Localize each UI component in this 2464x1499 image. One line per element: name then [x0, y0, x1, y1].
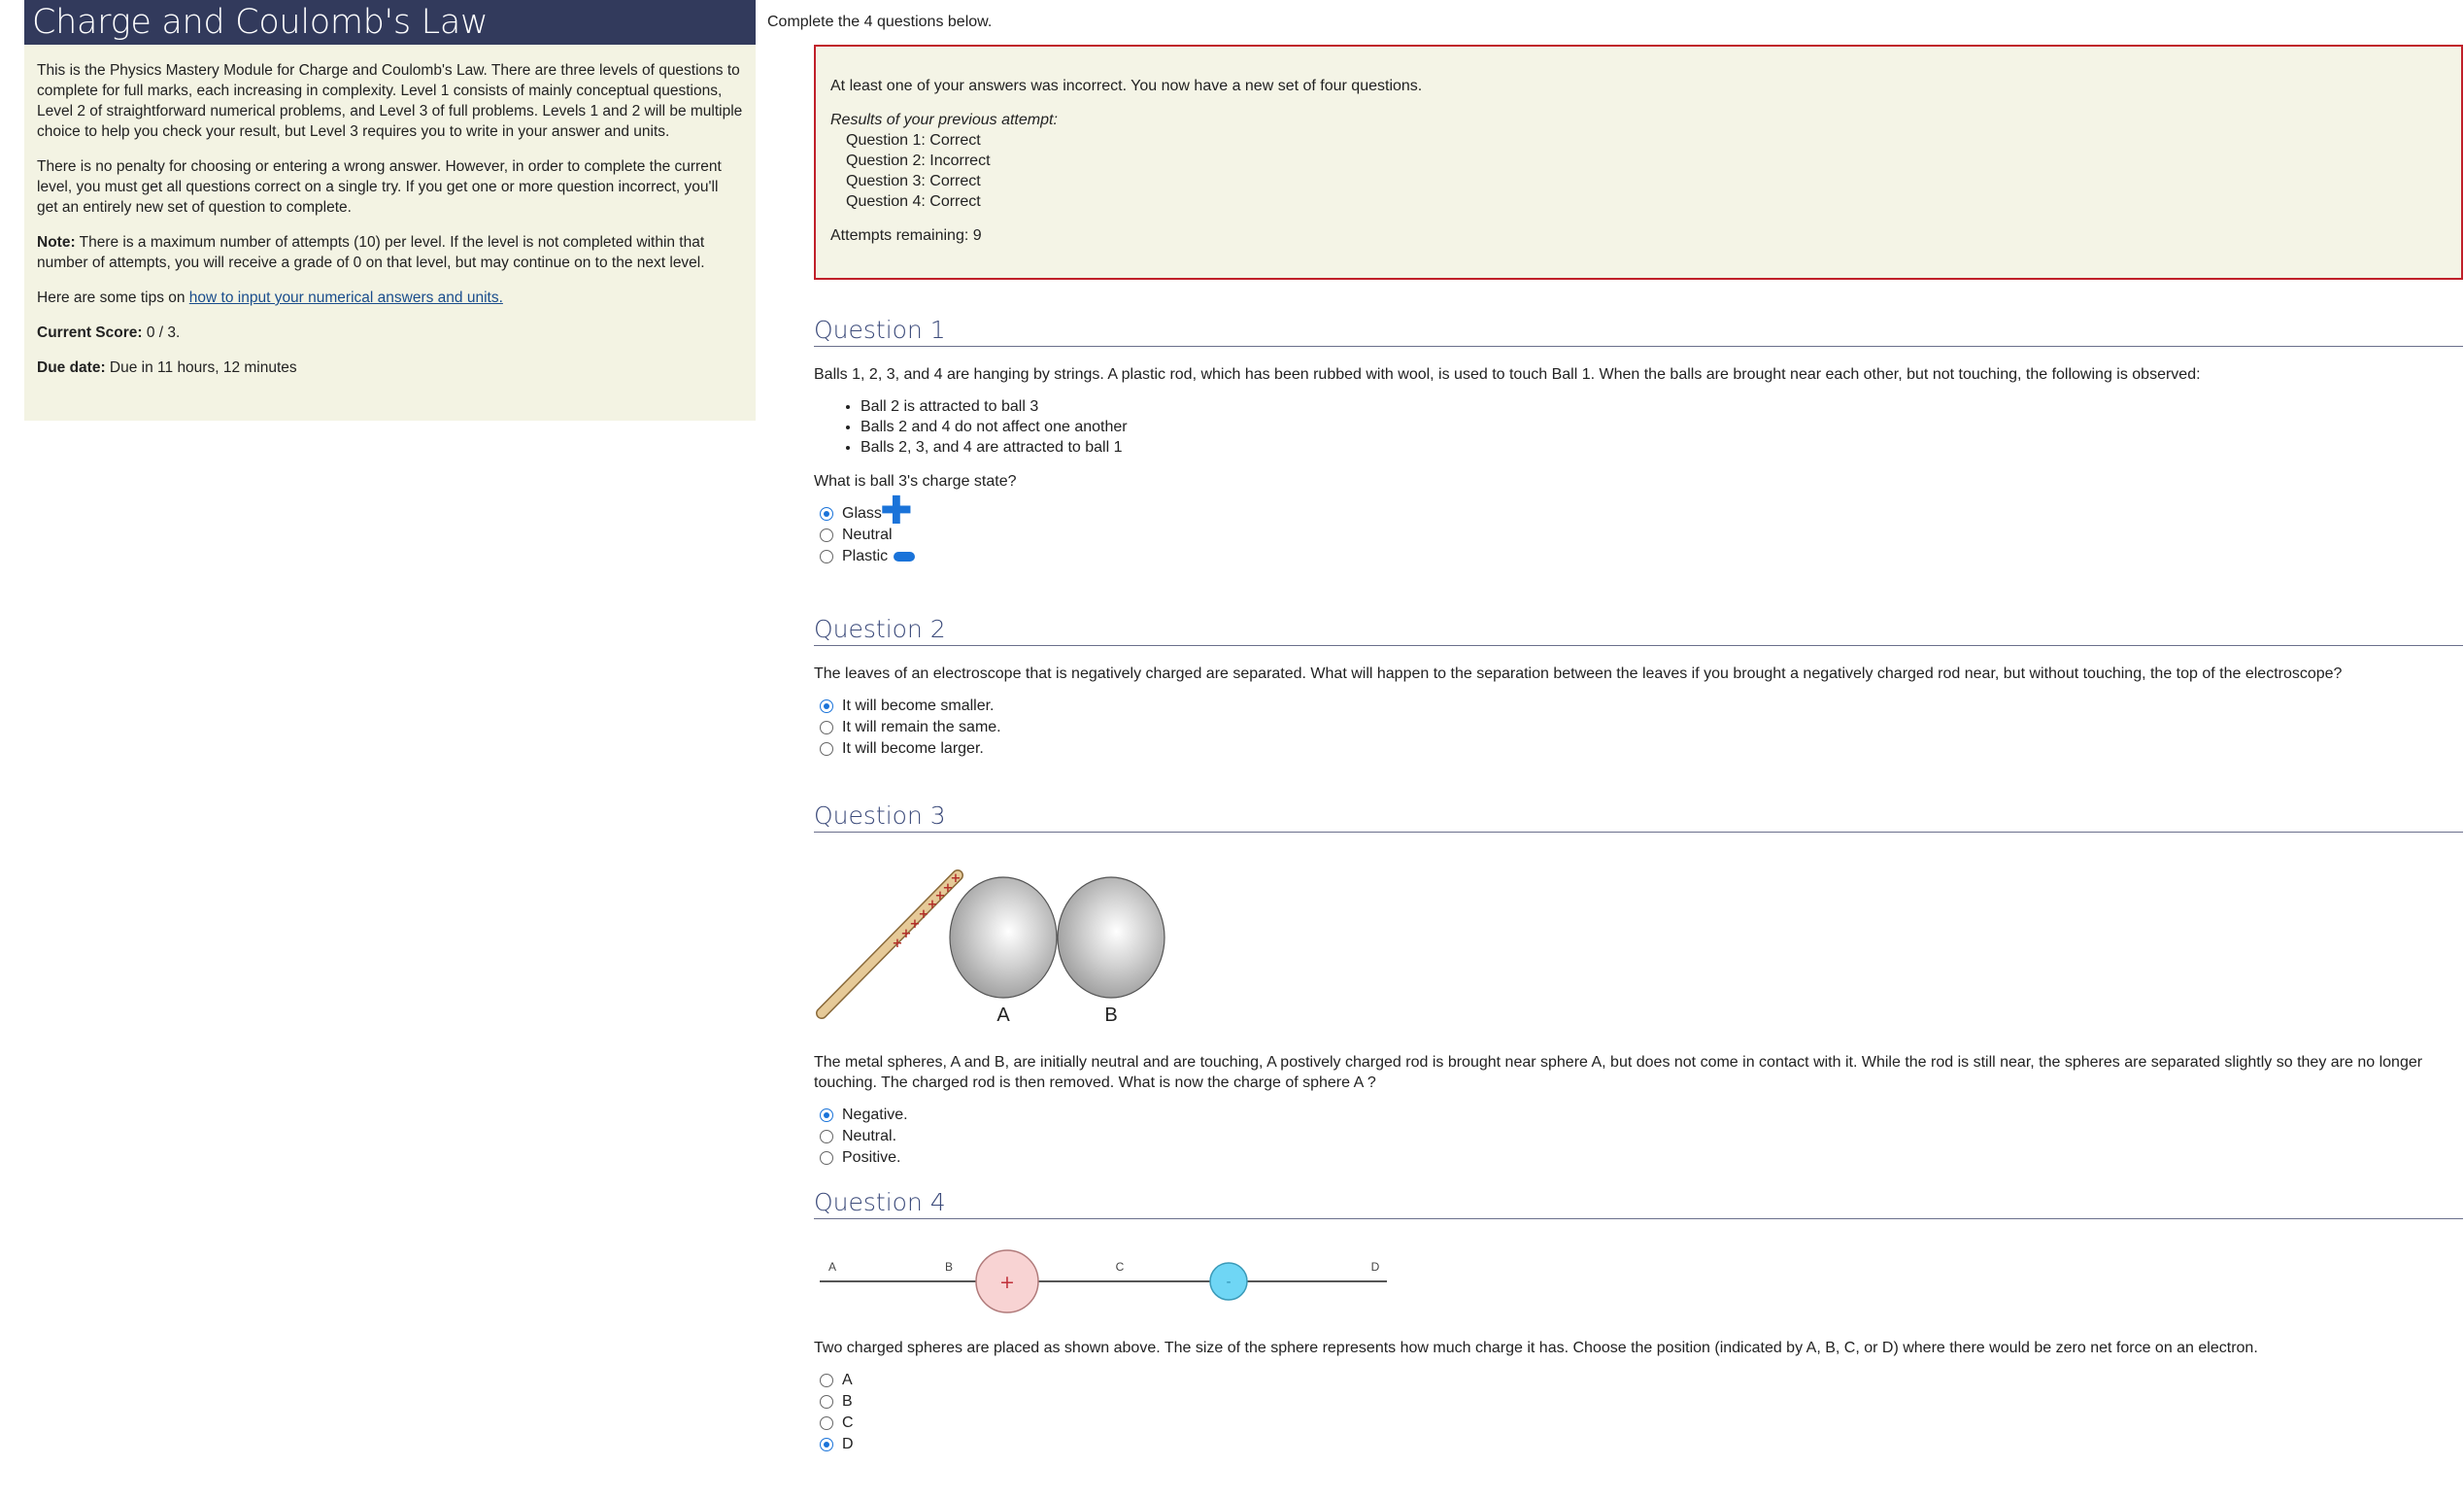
- radio-button[interactable]: [820, 1108, 833, 1122]
- rod-plus-sign: +: [909, 917, 921, 932]
- rod-plus-sign: +: [892, 937, 903, 951]
- point-label-d: D: [1370, 1260, 1380, 1274]
- question-1-text: Balls 1, 2, 3, and 4 are hanging by strings. A plastic rod, which has been rubbed with wool, is used to touch Ball 1. When the balls are brought near each other, but not touching, the following is observed:: [814, 366, 2201, 383]
- results-list: [830, 130, 2447, 212]
- question-1: [814, 316, 2463, 567]
- point-label-b: B: [944, 1260, 954, 1274]
- question-2-text: The leaves of an electroscope that is negatively charged are separated. What will happen to the separation between the leaves if you brought a negatively charged rod near, but without touching, the top of the electroscope?: [814, 665, 2343, 682]
- question-2-options: [814, 696, 2463, 760]
- rod-and-spheres-diagram: [814, 838, 1202, 1038]
- option-label: Negative.: [842, 1107, 908, 1123]
- sphere-b-label: B: [1104, 1005, 1118, 1026]
- q1-option-glass[interactable]: [814, 489, 2463, 533]
- charge-line-diagram: [814, 1237, 1397, 1314]
- question-2-heading: Question 2: [814, 615, 2463, 646]
- q4-option-a[interactable]: [814, 1370, 2463, 1391]
- plus-charge-icon: ✚: [880, 489, 913, 533]
- due-label: Due date:: [37, 359, 106, 376]
- radio-button[interactable]: [820, 1130, 833, 1143]
- sidebar: [24, 0, 756, 421]
- sphere-b: [1058, 877, 1164, 998]
- current-score: [37, 323, 743, 343]
- minus-charge-icon: [894, 552, 915, 562]
- question-3-heading: Question 3: [814, 801, 2463, 833]
- radio-button[interactable]: [820, 528, 833, 542]
- option-label: It will remain the same.: [842, 719, 1001, 735]
- info-tips: [37, 288, 743, 308]
- radio-button[interactable]: [820, 742, 833, 756]
- question-4-heading: Question 4: [814, 1188, 2463, 1219]
- result-item: Question 4: Correct: [846, 193, 981, 210]
- module-info-box: [24, 45, 756, 421]
- positive-sign: +: [999, 1272, 1015, 1293]
- radio-button[interactable]: [820, 1374, 833, 1387]
- observation-item: • Balls 2 and 4 do not affect one another: [861, 417, 2463, 437]
- due-date: [37, 358, 743, 378]
- q2-option-smaller[interactable]: [814, 696, 2463, 717]
- q1-option-plastic[interactable]: [814, 546, 2463, 567]
- radio-button[interactable]: [820, 1151, 833, 1165]
- question-1-heading: Question 1: [814, 316, 2463, 347]
- result-item: Question 2: Incorrect: [846, 153, 991, 169]
- observation-list: [814, 396, 2463, 458]
- rod-plus-sign: +: [918, 907, 929, 922]
- attempt-alert: [814, 45, 2463, 280]
- score-value: 0 / 3.: [142, 324, 181, 341]
- q3-option-positive[interactable]: [814, 1147, 2463, 1169]
- question-3-text: The metal spheres, A and B, are initially neutral and are touching, A postively charged rod is brought near sphere A, but does not come in contact with it. While the rod is still near, the spheres are separated slightly so they are no longer touching. The charged rod is then removed. What is now the charge of sphere A ?: [814, 1054, 2423, 1091]
- question-2: [814, 615, 2463, 760]
- observation-item: • Balls 2, 3, and 4 are attracted to ball 1: [861, 437, 2463, 458]
- option-label: Plastic: [842, 548, 889, 564]
- q3-option-neutral[interactable]: [814, 1126, 2463, 1147]
- info-paragraph-penalty: There is no penalty for choosing or entering a wrong answer. However, in order to complete the current level, you must get all questions correct on a single try. If you get one or more question incorrect, you'll get an entirely new set of question to complete.: [37, 158, 722, 216]
- tips-link[interactable]: how to input your numerical answers and units.: [188, 290, 503, 306]
- note-label: Note:: [37, 234, 76, 251]
- intro-text: Complete the 4 questions below.: [767, 14, 993, 30]
- radio-button[interactable]: [820, 1395, 833, 1409]
- option-label: It will become larger.: [842, 740, 984, 757]
- rod-plus-sign: +: [927, 898, 938, 912]
- question-4: [814, 1188, 2463, 1455]
- point-label-c: C: [1115, 1260, 1125, 1274]
- option-label: B: [842, 1393, 853, 1410]
- attempts-remaining: Attempts remaining: 9: [830, 227, 982, 244]
- rod-plus-sign: +: [934, 889, 946, 903]
- rod-plus-sign: +: [942, 881, 954, 896]
- result-item: Question 3: Correct: [846, 173, 981, 189]
- results-title: [830, 110, 2447, 130]
- option-label: Glass: [842, 505, 882, 522]
- question-1-prompt: What is ball 3's charge state?: [814, 473, 1017, 490]
- charged-rod: [822, 871, 961, 1013]
- radio-button[interactable]: [820, 1416, 833, 1430]
- option-label: A: [842, 1372, 853, 1388]
- negative-sign: -: [1226, 1275, 1232, 1290]
- radio-button[interactable]: [820, 507, 833, 521]
- tips-prefix: Here are some tips on: [37, 290, 189, 306]
- radio-button[interactable]: [820, 721, 833, 734]
- observation-item: • Ball 2 is attracted to ball 3: [861, 396, 2463, 417]
- q2-option-same[interactable]: [814, 717, 2463, 738]
- info-paragraph-levels: This is the Physics Mastery Module for Charge and Coulomb's Law. There are three levels of questions to complete for full marks, each increasing in complexity. Level 1 consists of mainly conceptual questions, Level 2 of straightforward numerical problems, and Level 3 of full problems. Levels 1 and 2 will be multiple choice to help you check your result, but Level 3 requires you to write in your answer and units.: [37, 62, 743, 140]
- sphere-a: [950, 877, 1057, 998]
- q4-option-b[interactable]: [814, 1391, 2463, 1413]
- option-label: Positive.: [842, 1149, 901, 1166]
- option-label: C: [842, 1414, 854, 1431]
- q3-option-negative[interactable]: [814, 1105, 2463, 1126]
- radio-button[interactable]: [820, 1438, 833, 1451]
- question-4-options: [814, 1370, 2463, 1455]
- results-title-text: Results of your previous attempt:: [830, 112, 1058, 128]
- question-3-options: [814, 1105, 2463, 1169]
- sphere-a-label: A: [996, 1005, 1010, 1026]
- rod-plus-sign: +: [900, 927, 912, 941]
- q1-option-neutral[interactable]: [814, 525, 2463, 546]
- radio-button[interactable]: [820, 550, 833, 563]
- q4-option-d[interactable]: [814, 1434, 2463, 1455]
- score-label: Current Score:: [37, 324, 143, 341]
- q4-option-c[interactable]: [814, 1413, 2463, 1434]
- module-title: [24, 0, 756, 45]
- note-text: There is a maximum number of attempts (10) per level. If the level is not completed within that number of attempts, you will receive a grade of 0 on that level, but may continue on to the next level.: [37, 234, 705, 271]
- point-label-a: A: [827, 1260, 837, 1274]
- question-3: [814, 801, 2463, 1169]
- option-label: It will become smaller.: [842, 698, 995, 714]
- radio-button[interactable]: [820, 699, 833, 713]
- option-label: Neutral: [842, 527, 893, 543]
- question-4-text: Two charged spheres are placed as shown above. The size of the sphere represents how much charge it has. Choose the position (indicated by A, B, C, or D) where there would be zero net force on an electron.: [814, 1340, 2258, 1356]
- result-item: Question 1: Correct: [846, 132, 981, 149]
- q2-option-larger[interactable]: [814, 738, 2463, 760]
- module-title-text: Charge and Coulomb's Law: [32, 3, 489, 42]
- rod-plus-sign: +: [950, 871, 962, 886]
- info-note: [37, 232, 743, 273]
- option-label: D: [842, 1436, 854, 1452]
- option-label: Neutral.: [842, 1128, 897, 1144]
- due-value: Due in 11 hours, 12 minutes: [105, 359, 297, 376]
- alert-message: At least one of your answers was incorrect. You now have a new set of four questions.: [830, 78, 1423, 94]
- question-1-options: [814, 489, 2463, 567]
